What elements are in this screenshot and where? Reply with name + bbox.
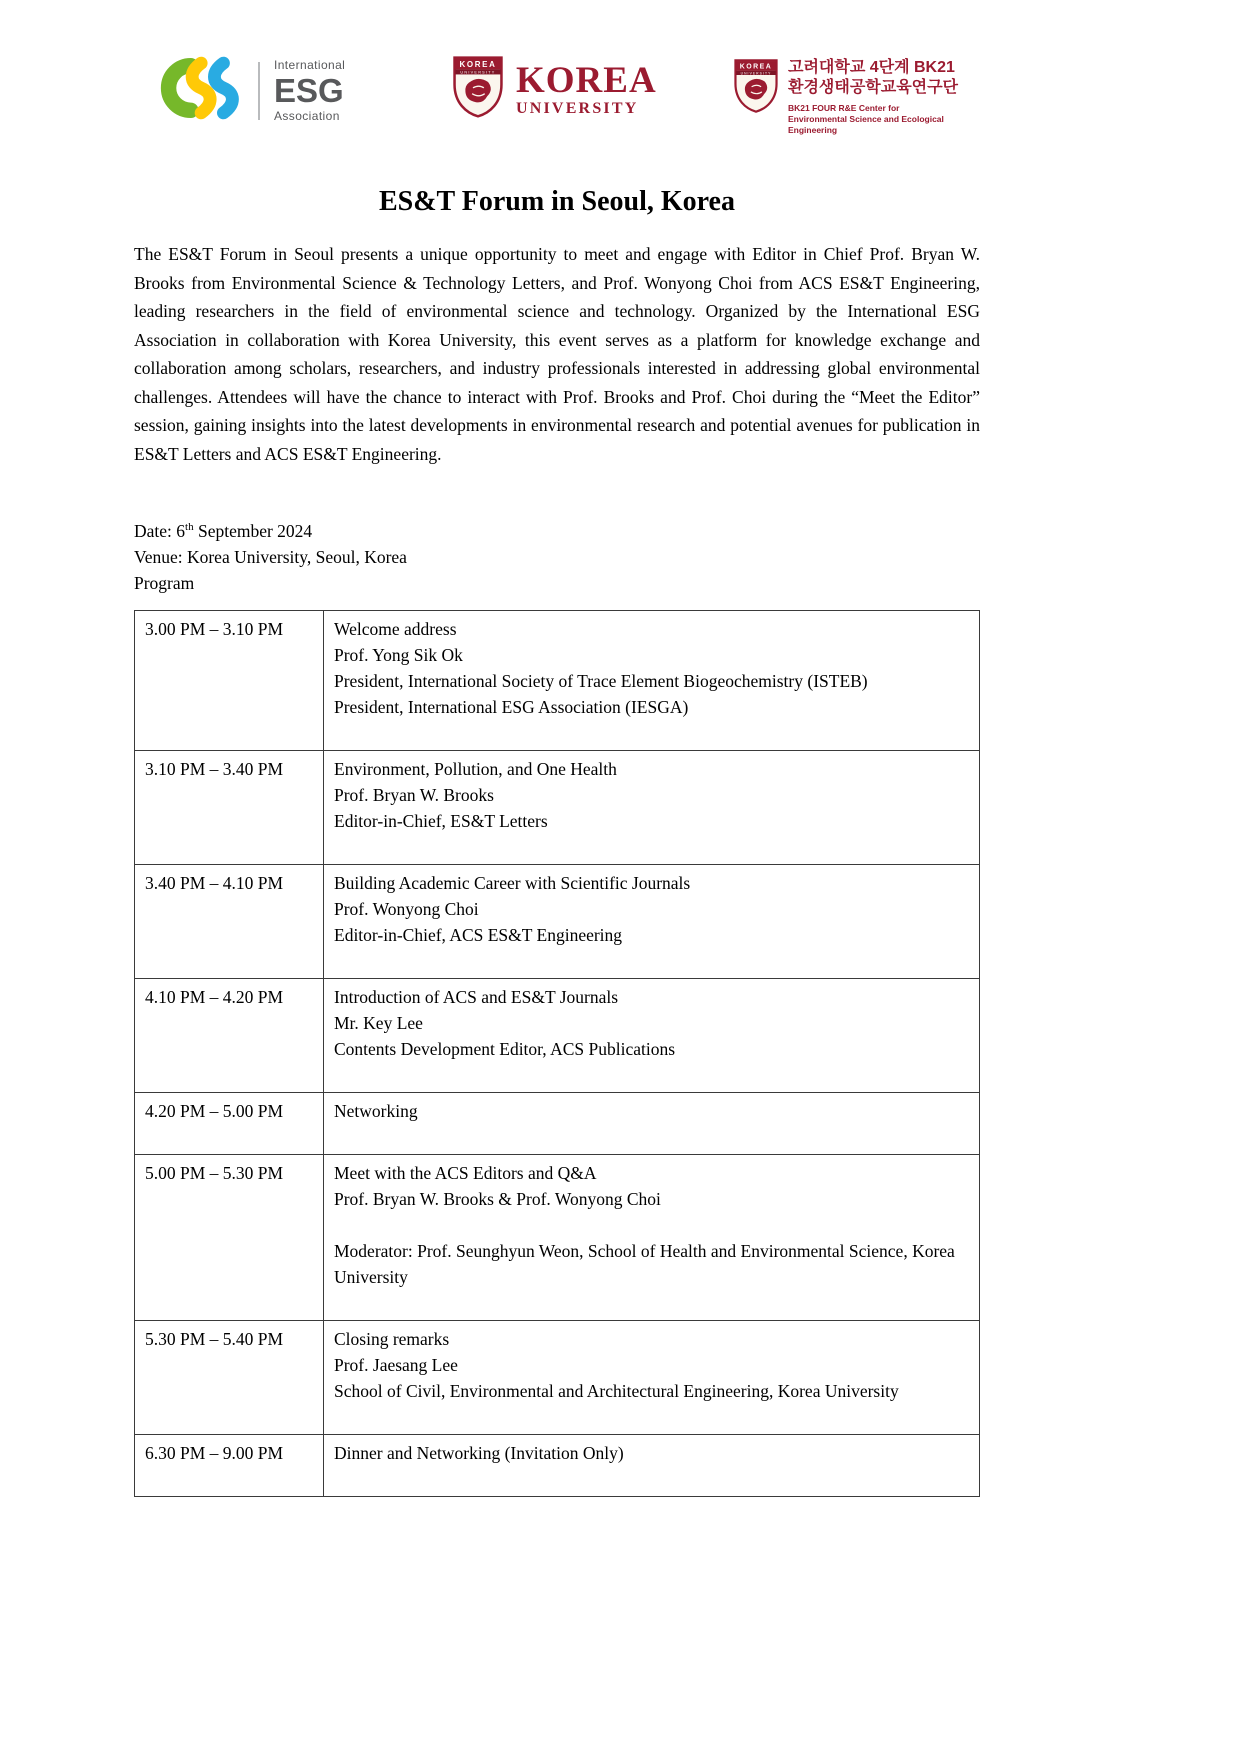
session-line: President, International Society of Trace Element Biogeochemistry (ISTEB) [334,671,868,691]
session-line: Environment, Pollution, and One Health [334,759,617,779]
program-row-session [324,1321,980,1435]
bk21-korean-line1: 고려대학교 4단계 BK21 [788,59,955,76]
program-row-session [324,751,980,865]
program-row-time: 4.20 PM – 5.00 PM [135,1093,324,1155]
svg-text:KOREA: KOREA [739,63,773,71]
program-row-time: 3.10 PM – 3.40 PM [135,751,324,865]
program-row-time: 5.30 PM – 5.40 PM [135,1321,324,1435]
session-line: Prof. Yong Sik Ok [334,645,463,665]
session-line: Prof. Jaesang Lee [334,1355,458,1375]
program-row [135,1093,980,1155]
esg-logo-line2: ESG [274,72,344,109]
document-page [134,0,980,1497]
event-venue: Venue: Korea University, Seoul, Korea [134,547,407,567]
program-label: Program [134,573,195,593]
korea-university-name: KOREA [516,60,657,101]
program-row-time: 3.40 PM – 4.10 PM [135,865,324,979]
korea-university-subname: UNIVERSITY [516,100,639,117]
program-row [135,1321,980,1435]
esg-logo-divider [258,62,260,120]
session-line: Closing remarks [334,1329,450,1349]
korea-university-wordmark [516,62,657,117]
program-row [135,865,980,979]
svg-text:UNIVERSITY: UNIVERSITY [460,70,496,75]
program-row [135,611,980,751]
session-line: Mr. Key Lee [334,1013,423,1033]
program-row-time: 3.00 PM – 3.10 PM [135,611,324,751]
session-line: Moderator: Prof. Seunghyun Weon, School of Health and Environmental Science, Korea University [334,1241,955,1287]
program-table [134,610,980,1497]
bk21-logo-text [788,58,980,136]
page-title: ES&T Forum in Seoul, Korea [378,186,735,217]
date-ordinal-suffix: th [185,521,194,534]
program-row [135,751,980,865]
event-details [134,518,980,596]
program-row-time: 6.30 PM – 9.00 PM [135,1435,324,1497]
program-row-session [324,1435,980,1497]
program-table-body [135,611,980,1497]
session-line: Networking [334,1101,418,1121]
session-line: Building Academic Career with Scientific Journals [334,873,691,893]
session-line: Prof. Wonyong Choi [334,899,479,919]
bk21-center-logo [734,58,980,136]
bk21-crest-icon [734,58,778,119]
program-row-session [324,979,980,1093]
bk21-korean-line2: 환경생태공학교육연구단 [788,79,959,96]
program-row-time: 4.10 PM – 4.20 PM [135,979,324,1093]
program-row [135,979,980,1093]
esg-logo-line3: Association [274,109,340,123]
session-line: President, International ESG Association (IESGA) [334,697,689,717]
esg-association-icon [148,52,244,129]
program-row-session [324,865,980,979]
program-row-session [324,1155,980,1321]
program-row [135,1155,980,1321]
korea-university-logo [452,56,657,123]
svg-text:UNIVERSITY: UNIVERSITY [740,71,772,76]
session-line: Contents Development Editor, ACS Publications [334,1039,676,1059]
intro-paragraph: The ES&T Forum in Seoul presents a unique opportunity to meet and engage with Editor in Chief Prof. Bryan W. Brooks from Environmental Science & Technology Letters, and Prof. Wonyong Choi from ACS ES&T Engineering, leading researchers in the field of environmental science and technology. Organized by the International ESG Association in collaboration with Korea University, this event serves as a platform for knowledge exchange and collaboration among scholars, researchers, and industry professionals interested in addressing global environmental challenges. Attendees will have the chance to interact with Prof. Brooks and Prof. Choi during the “Meet the Editor” session, gaining insights into the latest developments in environmental research and potential avenues for publication in ES&T Letters and ACS ES&T Engineering. [134,244,980,464]
esg-logo-text [274,59,345,122]
session-line: Meet with the ACS Editors and Q&A [334,1163,597,1183]
bk21-english-line1: BK21 FOUR R&E Center for [788,103,900,113]
esg-association-logo [148,52,345,129]
esg-logo-line1: International [274,58,346,72]
session-line: School of Civil, Environmental and Architectural Engineering, Korea University [334,1381,899,1401]
session-line: Editor-in-Chief, ES&T Letters [334,811,548,831]
program-row-session [324,611,980,751]
program-row-time: 5.00 PM – 5.30 PM [135,1155,324,1321]
session-line: Prof. Bryan W. Brooks & Prof. Wonyong Choi [334,1189,661,1209]
session-line: Dinner and Networking (Invitation Only) [334,1443,624,1463]
bk21-english-line2: Environmental Science and Ecological Engineering [788,114,944,136]
korea-university-crest-icon [452,56,504,123]
program-row [135,1435,980,1497]
session-line: Welcome address [334,619,457,639]
event-date: Date: 6th September 2024 [134,521,313,541]
program-row-session [324,1093,980,1155]
session-line [334,1212,969,1238]
session-line: Editor-in-Chief, ACS ES&T Engineering [334,925,623,945]
svg-text:KOREA: KOREA [459,59,497,69]
session-line: Prof. Bryan W. Brooks [334,785,494,805]
session-line: Introduction of ACS and ES&T Journals [334,987,619,1007]
logo-band [134,0,980,150]
